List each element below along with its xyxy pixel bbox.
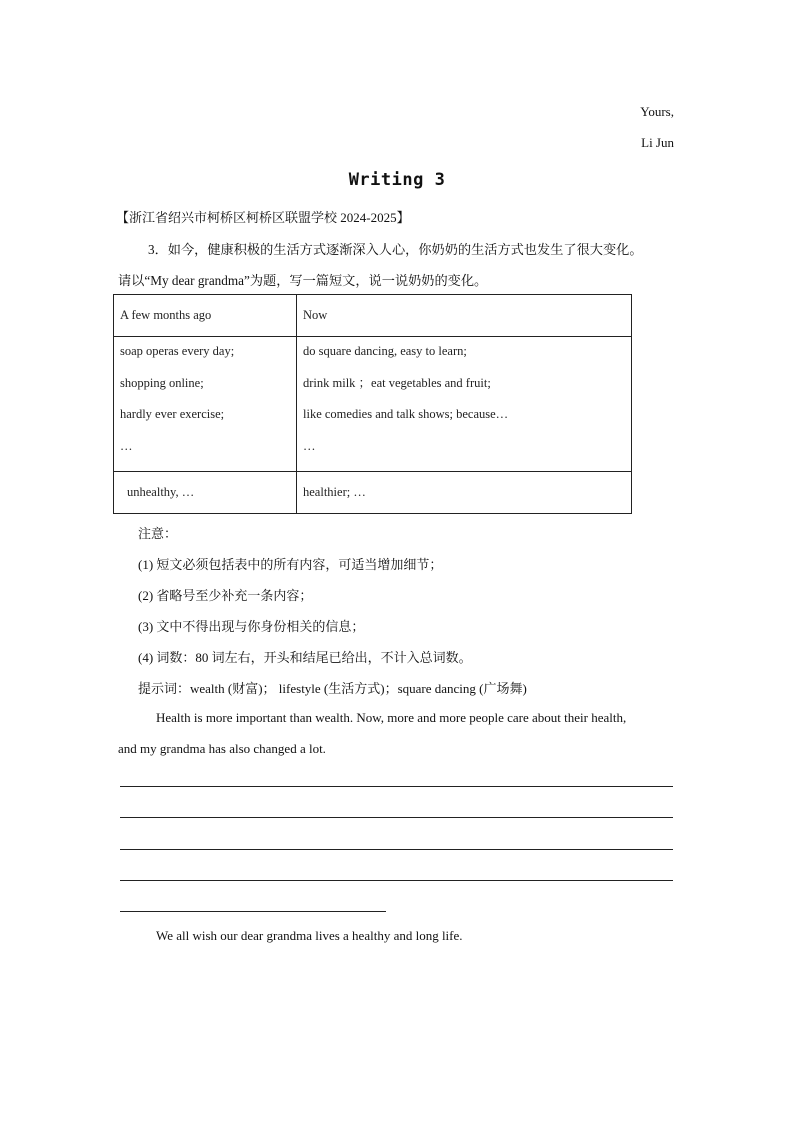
list-item: hardly ever exercise; — [120, 407, 225, 421]
opening-line-1: Health is more important than wealth. Now, more and more people care about their health, — [156, 710, 627, 725]
table-cell-now-list — [297, 337, 632, 472]
table-header-before: A few months ago — [114, 295, 297, 337]
closing-yours: Yours, — [640, 104, 674, 119]
table-row — [114, 472, 632, 514]
writing-line[interactable] — [120, 880, 673, 881]
note-item-2: (2) 省略号至少补充一条内容； — [138, 588, 313, 603]
notes-heading: 注意： — [138, 526, 178, 541]
ending-line: We all wish our dear grandma lives a healthy and long life. — [156, 928, 463, 943]
list-item: drink milk ；eat vegetables and fruit; — [303, 375, 491, 390]
hint-words: 提示词：wealth (财富)； lifestyle (生活方式)；square dancing (广场舞) — [138, 681, 527, 696]
page-title: Writing 3 — [348, 170, 446, 190]
question-line-1: 3．如今，健康积极的生活方式逐渐深入人心，你奶奶的生活方式也发生了很大变化。 — [148, 242, 643, 257]
list-item: like comedies and talk shows; because… — [303, 407, 509, 421]
writing-line[interactable] — [120, 911, 386, 912]
note-item-1: (1) 短文必须包括表中的所有内容，可适当增加细节； — [138, 557, 443, 572]
table-cell-now-summary: healthier; … — [297, 472, 632, 514]
opening-line-2: and my grandma has also changed a lot. — [118, 741, 326, 756]
list-item: … — [303, 438, 316, 453]
list-item: … — [120, 438, 133, 453]
table-cell-before-summary: unhealthy, … — [114, 472, 297, 514]
writing-line[interactable] — [120, 817, 673, 818]
info-table — [113, 294, 632, 514]
note-item-3: (3) 文中不得出现与你身份相关的信息； — [138, 619, 365, 634]
list-item: shopping online; — [120, 375, 204, 390]
writing-line[interactable] — [120, 786, 673, 787]
closing-name: Li Jun — [641, 135, 674, 150]
list-item: soap operas every day; — [120, 344, 235, 358]
table-cell-before-list — [114, 337, 297, 472]
table-header-now: Now — [297, 295, 632, 337]
note-item-4: (4) 词数：80 词左右，开头和结尾已给出，不计入总词数。 — [138, 650, 472, 665]
table-row — [114, 337, 632, 472]
list-item: do square dancing, easy to learn; — [303, 344, 467, 358]
writing-line[interactable] — [120, 849, 673, 850]
source-label: 【浙江省绍兴市柯桥区柯桥区联盟学校 2024-2025】 — [116, 210, 410, 225]
table-header-row — [114, 295, 632, 337]
question-line-2: 请以“My dear grandma”为题，写一篇短文，说一说奶奶的变化。 — [118, 273, 488, 288]
